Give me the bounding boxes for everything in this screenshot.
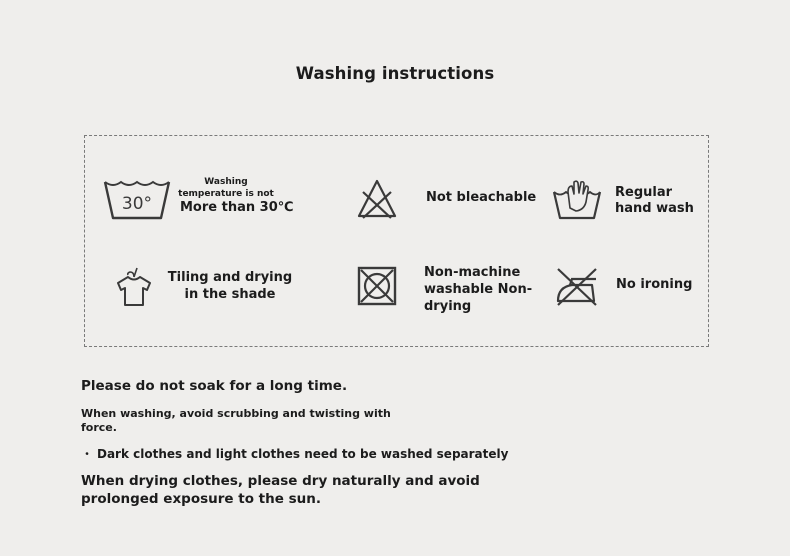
hand-wash-icon bbox=[552, 178, 602, 222]
no-bleach-icon bbox=[356, 178, 398, 220]
wash-temp-label-main: More than 30℃ bbox=[180, 200, 294, 215]
no-iron-icon bbox=[552, 265, 600, 307]
hand-wash-label: Regular hand wash bbox=[615, 185, 694, 216]
wash-temp-text: 30° bbox=[121, 194, 153, 214]
wash-temp-label-small: Washing temperature is not bbox=[178, 177, 274, 199]
shade-dry-icon bbox=[115, 265, 153, 309]
no-machine-wash-dry-icon bbox=[356, 265, 398, 307]
care-symbols-panel bbox=[84, 135, 709, 347]
note-separate-text: Dark clothes and light clothes need to be washed separately bbox=[97, 447, 509, 461]
bullet-mark: ・ bbox=[81, 447, 94, 461]
note-no-scrub: When washing, avoid scrubbing and twisting with force. bbox=[81, 407, 391, 434]
page-title: Washing instructions bbox=[295, 64, 495, 83]
no-bleach-label: Not bleachable bbox=[426, 190, 537, 205]
no-iron-label: No ironing bbox=[616, 277, 693, 292]
note-dry-naturally: When drying clothes, please dry naturally and avoid prolonged exposure to the sun. bbox=[81, 473, 480, 507]
note-no-soak: Please do not soak for a long time. bbox=[81, 378, 348, 394]
wash-30-icon bbox=[103, 176, 171, 222]
shade-dry-label: Tiling and drying in the shade bbox=[167, 270, 293, 302]
no-machine-wash-label: Non-machine washable Non-drying bbox=[424, 265, 533, 314]
note-separate-colors bbox=[81, 445, 508, 462]
